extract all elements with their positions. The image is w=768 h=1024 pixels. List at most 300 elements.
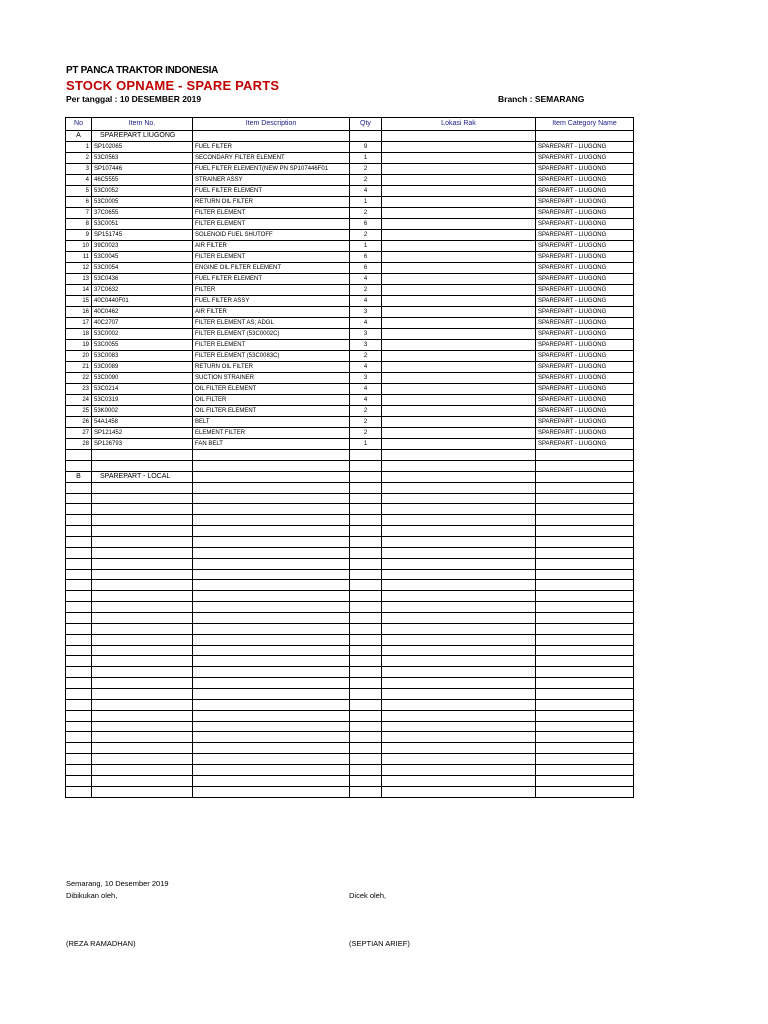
table-row bbox=[66, 263, 634, 274]
empty-cell bbox=[92, 645, 193, 656]
row-category: SPAREPART - LIUGONG bbox=[536, 351, 634, 362]
row-no: 25 bbox=[66, 406, 92, 417]
row-no: 1 bbox=[66, 142, 92, 153]
row-lokasi-rak bbox=[382, 395, 536, 406]
empty-cell bbox=[66, 623, 92, 634]
row-qty: 1 bbox=[350, 197, 382, 208]
empty-cell bbox=[193, 526, 350, 537]
row-category: SPAREPART - LIUGONG bbox=[536, 296, 634, 307]
empty-cell bbox=[350, 678, 382, 689]
row-lokasi-rak bbox=[382, 208, 536, 219]
row-no: 27 bbox=[66, 428, 92, 439]
empty-cell bbox=[536, 450, 634, 461]
empty-cell bbox=[536, 504, 634, 515]
col-header-no: No bbox=[66, 118, 92, 131]
empty-cell bbox=[193, 721, 350, 732]
empty-cell bbox=[382, 765, 536, 776]
empty-cell bbox=[536, 547, 634, 558]
empty-cell bbox=[536, 656, 634, 667]
empty-cell bbox=[193, 613, 350, 624]
row-category: SPAREPART - LIUGONG bbox=[536, 263, 634, 274]
empty-cell bbox=[92, 721, 193, 732]
table-row bbox=[66, 417, 634, 428]
empty-cell bbox=[66, 754, 92, 765]
empty-cell bbox=[193, 678, 350, 689]
row-category: SPAREPART - LIUGONG bbox=[536, 406, 634, 417]
row-lokasi-rak bbox=[382, 142, 536, 153]
row-lokasi-rak bbox=[382, 296, 536, 307]
empty-cell bbox=[536, 634, 634, 645]
empty-cell bbox=[350, 732, 382, 743]
empty-cell bbox=[92, 450, 193, 461]
document-title: STOCK OPNAME - SPARE PARTS bbox=[66, 78, 280, 93]
row-qty: 2 bbox=[350, 230, 382, 241]
empty-cell bbox=[193, 569, 350, 580]
empty-cell bbox=[66, 645, 92, 656]
row-qty: 1 bbox=[350, 439, 382, 450]
row-description: ENGINE OIL FILTER ELEMENT bbox=[193, 263, 350, 274]
row-qty: 4 bbox=[350, 395, 382, 406]
row-lokasi-rak bbox=[382, 274, 536, 285]
col-header-lokasi-rak: Lokasi Rak bbox=[382, 118, 536, 131]
empty-cell bbox=[92, 537, 193, 548]
row-description: FILTER ELEMENT bbox=[193, 219, 350, 230]
empty-cell bbox=[193, 504, 350, 515]
report-date: Per tanggal : 10 DESEMBER 2019 bbox=[66, 94, 202, 104]
row-description: STRAINER ASSY bbox=[193, 175, 350, 186]
row-description: FILTER ELEMENT bbox=[193, 208, 350, 219]
row-lokasi-rak bbox=[382, 285, 536, 296]
row-category: SPAREPART - LIUGONG bbox=[536, 285, 634, 296]
empty-cell bbox=[350, 634, 382, 645]
empty-cell bbox=[350, 482, 382, 493]
row-description: FUEL FILTER bbox=[193, 142, 350, 153]
empty-cell bbox=[66, 460, 92, 471]
empty-cell bbox=[382, 602, 536, 613]
row-qty: 2 bbox=[350, 285, 382, 296]
empty-cell bbox=[382, 493, 536, 504]
row-description: AIR FILTER bbox=[193, 241, 350, 252]
empty-row bbox=[66, 547, 634, 558]
empty-cell bbox=[66, 634, 92, 645]
table-row bbox=[66, 230, 634, 241]
row-item-no: 53C0563 bbox=[92, 153, 193, 164]
row-category: SPAREPART - LIUGONG bbox=[536, 186, 634, 197]
empty-cell bbox=[382, 580, 536, 591]
row-description: AIR FILTER bbox=[193, 307, 350, 318]
empty-cell bbox=[382, 634, 536, 645]
row-no: 23 bbox=[66, 384, 92, 395]
section-name: SPAREPART - LOCAL bbox=[92, 471, 193, 482]
row-category: SPAREPART - LIUGONG bbox=[536, 395, 634, 406]
empty-row bbox=[66, 493, 634, 504]
row-description: FILTER ELEMENT bbox=[193, 340, 350, 351]
row-lokasi-rak bbox=[382, 252, 536, 263]
row-item-no: SP126793 bbox=[92, 439, 193, 450]
empty-cell bbox=[193, 754, 350, 765]
empty-cell bbox=[350, 667, 382, 678]
empty-cell bbox=[350, 623, 382, 634]
empty-cell bbox=[92, 699, 193, 710]
empty-cell bbox=[193, 482, 350, 493]
empty-cell bbox=[382, 526, 536, 537]
empty-cell bbox=[536, 667, 634, 678]
row-qty: 6 bbox=[350, 219, 382, 230]
row-item-no: 46C5555 bbox=[92, 175, 193, 186]
row-lokasi-rak bbox=[382, 340, 536, 351]
empty-row bbox=[66, 623, 634, 634]
row-item-no: 53C0089 bbox=[92, 362, 193, 373]
empty-row bbox=[66, 504, 634, 515]
empty-cell bbox=[536, 623, 634, 634]
row-description: FUEL FILTER ELEMENT bbox=[193, 186, 350, 197]
row-lokasi-rak bbox=[382, 439, 536, 450]
row-qty: 3 bbox=[350, 329, 382, 340]
empty-row bbox=[66, 537, 634, 548]
row-category: SPAREPART - LIUGONG bbox=[536, 318, 634, 329]
row-description: FUEL FILTER ASSY bbox=[193, 296, 350, 307]
row-description: OIL FILTER bbox=[193, 395, 350, 406]
empty-cell bbox=[66, 493, 92, 504]
col-header-qty: Qty bbox=[350, 118, 382, 131]
empty-cell bbox=[193, 558, 350, 569]
empty-cell bbox=[350, 699, 382, 710]
empty-cell bbox=[536, 765, 634, 776]
row-item-no: 53C0214 bbox=[92, 384, 193, 395]
empty-cell bbox=[92, 602, 193, 613]
empty-cell bbox=[382, 645, 536, 656]
empty-cell bbox=[66, 558, 92, 569]
empty-row bbox=[66, 634, 634, 645]
empty-cell bbox=[536, 493, 634, 504]
row-item-no: SP107446 bbox=[92, 164, 193, 175]
row-qty: 9 bbox=[350, 142, 382, 153]
empty-cell bbox=[92, 732, 193, 743]
empty-cell bbox=[382, 689, 536, 700]
row-item-no: 53C0083 bbox=[92, 351, 193, 362]
empty-cell bbox=[92, 547, 193, 558]
empty-row bbox=[66, 602, 634, 613]
row-item-no: 53C0045 bbox=[92, 252, 193, 263]
row-description: FILTER ELEMENT AS; ADGL bbox=[193, 318, 350, 329]
row-lokasi-rak bbox=[382, 263, 536, 274]
row-item-no: 53C0005 bbox=[92, 197, 193, 208]
empty-cell bbox=[193, 656, 350, 667]
row-category: SPAREPART - LIUGONG bbox=[536, 362, 634, 373]
row-lokasi-rak bbox=[382, 406, 536, 417]
row-item-no: 40C0462 bbox=[92, 307, 193, 318]
row-qty: 1 bbox=[350, 153, 382, 164]
row-item-no: 53C0051 bbox=[92, 219, 193, 230]
row-category: SPAREPART - LIUGONG bbox=[536, 384, 634, 395]
empty-row bbox=[66, 613, 634, 624]
row-description: FILTER ELEMENT (53C0002C) bbox=[193, 329, 350, 340]
empty-cell bbox=[193, 786, 350, 797]
empty-cell bbox=[350, 656, 382, 667]
row-no: 17 bbox=[66, 318, 92, 329]
row-lokasi-rak bbox=[382, 318, 536, 329]
row-lokasi-rak bbox=[382, 186, 536, 197]
table-row bbox=[66, 142, 634, 153]
section-code: B bbox=[66, 471, 92, 482]
empty-cell bbox=[193, 515, 350, 526]
table-row bbox=[66, 274, 634, 285]
empty-cell bbox=[382, 754, 536, 765]
empty-cell bbox=[193, 591, 350, 602]
row-lokasi-rak bbox=[382, 428, 536, 439]
row-category: SPAREPART - LIUGONG bbox=[536, 439, 634, 450]
empty-row bbox=[66, 710, 634, 721]
row-category: SPAREPART - LIUGONG bbox=[536, 340, 634, 351]
empty-cell bbox=[350, 569, 382, 580]
empty-cell bbox=[66, 602, 92, 613]
row-category: SPAREPART - LIUGONG bbox=[536, 153, 634, 164]
empty-cell bbox=[536, 786, 634, 797]
empty-cell bbox=[382, 504, 536, 515]
empty-cell bbox=[92, 667, 193, 678]
empty-cell bbox=[92, 775, 193, 786]
section-code: A bbox=[66, 131, 92, 142]
table-row bbox=[66, 318, 634, 329]
empty-cell bbox=[66, 732, 92, 743]
empty-cell bbox=[536, 526, 634, 537]
row-no: 4 bbox=[66, 175, 92, 186]
section-a-row bbox=[66, 131, 634, 142]
empty-cell bbox=[536, 471, 634, 482]
row-description: FAN BELT bbox=[193, 439, 350, 450]
empty-cell bbox=[536, 515, 634, 526]
empty-cell bbox=[193, 623, 350, 634]
empty-cell bbox=[66, 678, 92, 689]
empty-cell bbox=[92, 526, 193, 537]
row-qty: 4 bbox=[350, 274, 382, 285]
empty-cell bbox=[92, 558, 193, 569]
row-no: 9 bbox=[66, 230, 92, 241]
row-item-no: 40C2707 bbox=[92, 318, 193, 329]
empty-cell bbox=[536, 678, 634, 689]
empty-cell bbox=[92, 754, 193, 765]
empty-cell bbox=[92, 493, 193, 504]
empty-cell bbox=[350, 743, 382, 754]
table-row bbox=[66, 428, 634, 439]
row-no: 6 bbox=[66, 197, 92, 208]
empty-cell bbox=[350, 460, 382, 471]
empty-cell bbox=[66, 591, 92, 602]
empty-cell bbox=[382, 786, 536, 797]
row-no: 18 bbox=[66, 329, 92, 340]
empty-row bbox=[66, 580, 634, 591]
empty-cell bbox=[92, 591, 193, 602]
row-lokasi-rak bbox=[382, 175, 536, 186]
empty-cell bbox=[382, 775, 536, 786]
empty-cell bbox=[66, 515, 92, 526]
row-lokasi-rak bbox=[382, 230, 536, 241]
empty-cell bbox=[66, 699, 92, 710]
empty-cell bbox=[193, 667, 350, 678]
row-no: 19 bbox=[66, 340, 92, 351]
table-row bbox=[66, 373, 634, 384]
empty-cell bbox=[193, 471, 350, 482]
row-no: 12 bbox=[66, 263, 92, 274]
empty-row bbox=[66, 678, 634, 689]
empty-cell bbox=[193, 493, 350, 504]
empty-cell bbox=[92, 460, 193, 471]
checked-by-label: Dicek oleh, bbox=[349, 891, 387, 900]
table-row bbox=[66, 329, 634, 340]
col-header-category: Item Category Name bbox=[536, 118, 634, 131]
row-description: FILTER ELEMENT (53C0083C) bbox=[193, 351, 350, 362]
empty-cell bbox=[536, 710, 634, 721]
row-item-no: 53C0054 bbox=[92, 263, 193, 274]
row-category: SPAREPART - LIUGONG bbox=[536, 252, 634, 263]
table-row bbox=[66, 351, 634, 362]
row-qty: 2 bbox=[350, 208, 382, 219]
empty-cell bbox=[92, 569, 193, 580]
table-header-row bbox=[66, 118, 634, 131]
row-no: 7 bbox=[66, 208, 92, 219]
row-qty: 3 bbox=[350, 307, 382, 318]
empty-row bbox=[66, 699, 634, 710]
empty-row bbox=[66, 743, 634, 754]
row-item-no: 37C0655 bbox=[92, 208, 193, 219]
empty-cell bbox=[193, 689, 350, 700]
empty-cell bbox=[350, 613, 382, 624]
row-lokasi-rak bbox=[382, 417, 536, 428]
table-row bbox=[66, 406, 634, 417]
section-name: SPAREPART LIUGONG bbox=[92, 131, 193, 142]
empty-cell bbox=[193, 537, 350, 548]
empty-cell bbox=[382, 471, 536, 482]
row-lokasi-rak bbox=[382, 384, 536, 395]
empty-cell bbox=[66, 775, 92, 786]
row-lokasi-rak bbox=[382, 329, 536, 340]
empty-cell bbox=[193, 602, 350, 613]
row-no: 15 bbox=[66, 296, 92, 307]
row-lokasi-rak bbox=[382, 373, 536, 384]
empty-row bbox=[66, 786, 634, 797]
table-row bbox=[66, 153, 634, 164]
row-no: 10 bbox=[66, 241, 92, 252]
row-item-no: 53C0052 bbox=[92, 186, 193, 197]
empty-row bbox=[66, 526, 634, 537]
empty-cell bbox=[382, 623, 536, 634]
row-qty: 4 bbox=[350, 362, 382, 373]
row-category: SPAREPART - LIUGONG bbox=[536, 428, 634, 439]
empty-cell bbox=[536, 613, 634, 624]
empty-cell bbox=[66, 689, 92, 700]
empty-cell bbox=[382, 450, 536, 461]
row-qty: 2 bbox=[350, 428, 382, 439]
row-category: SPAREPART - LIUGONG bbox=[536, 219, 634, 230]
empty-cell bbox=[536, 775, 634, 786]
row-qty: 2 bbox=[350, 417, 382, 428]
empty-cell bbox=[92, 504, 193, 515]
empty-cell bbox=[382, 721, 536, 732]
empty-row bbox=[66, 515, 634, 526]
empty-cell bbox=[66, 656, 92, 667]
table-row bbox=[66, 175, 634, 186]
empty-cell bbox=[92, 710, 193, 721]
empty-cell bbox=[193, 450, 350, 461]
empty-row bbox=[66, 754, 634, 765]
empty-cell bbox=[92, 623, 193, 634]
row-no: 20 bbox=[66, 351, 92, 362]
empty-cell bbox=[536, 569, 634, 580]
empty-cell bbox=[92, 678, 193, 689]
empty-cell bbox=[382, 678, 536, 689]
empty-row bbox=[66, 765, 634, 776]
empty-cell bbox=[66, 547, 92, 558]
empty-cell bbox=[92, 786, 193, 797]
row-category: SPAREPART - LIUGONG bbox=[536, 307, 634, 318]
col-header-item-no: Item No. bbox=[92, 118, 193, 131]
empty-cell bbox=[382, 667, 536, 678]
row-qty: 4 bbox=[350, 384, 382, 395]
empty-cell bbox=[350, 471, 382, 482]
row-no: 14 bbox=[66, 285, 92, 296]
empty-cell bbox=[536, 460, 634, 471]
row-lokasi-rak bbox=[382, 351, 536, 362]
row-description: FUEL FILTER ELEMENT(NEW PN SP107446F01 bbox=[193, 164, 350, 175]
row-description: SUCTION STRAINER bbox=[193, 373, 350, 384]
place-date: Semarang, 10 Desember 2019 bbox=[66, 879, 169, 888]
row-item-no: 53C0055 bbox=[92, 340, 193, 351]
row-description: BELT bbox=[193, 417, 350, 428]
row-category: SPAREPART - LIUGONG bbox=[536, 208, 634, 219]
row-no: 3 bbox=[66, 164, 92, 175]
empty-cell bbox=[66, 482, 92, 493]
row-no: 26 bbox=[66, 417, 92, 428]
empty-cell bbox=[536, 645, 634, 656]
empty-row bbox=[66, 645, 634, 656]
empty-cell bbox=[382, 558, 536, 569]
empty-row bbox=[66, 569, 634, 580]
empty-cell bbox=[382, 537, 536, 548]
row-no: 22 bbox=[66, 373, 92, 384]
empty-row bbox=[66, 460, 634, 471]
row-category: SPAREPART - LIUGONG bbox=[536, 164, 634, 175]
empty-row bbox=[66, 591, 634, 602]
row-item-no: 53C0002 bbox=[92, 329, 193, 340]
empty-cell bbox=[193, 710, 350, 721]
row-qty: 6 bbox=[350, 252, 382, 263]
empty-cell bbox=[193, 634, 350, 645]
row-lokasi-rak bbox=[382, 197, 536, 208]
row-no: 16 bbox=[66, 307, 92, 318]
empty-cell bbox=[350, 515, 382, 526]
empty-cell bbox=[536, 732, 634, 743]
row-description: ELEMENT FILTER bbox=[193, 428, 350, 439]
row-item-no: 53C0319 bbox=[92, 395, 193, 406]
empty-cell bbox=[66, 721, 92, 732]
row-no: 2 bbox=[66, 153, 92, 164]
row-qty: 3 bbox=[350, 373, 382, 384]
made-by-label: Dibikukan oleh, bbox=[66, 891, 118, 900]
table-row bbox=[66, 197, 634, 208]
table-row bbox=[66, 208, 634, 219]
row-category: SPAREPART - LIUGONG bbox=[536, 197, 634, 208]
empty-cell bbox=[66, 450, 92, 461]
col-header-description: Item Description bbox=[193, 118, 350, 131]
table-row bbox=[66, 296, 634, 307]
empty-cell bbox=[193, 765, 350, 776]
section-b-row bbox=[66, 471, 634, 482]
empty-cell bbox=[193, 580, 350, 591]
empty-cell bbox=[350, 645, 382, 656]
empty-cell bbox=[350, 754, 382, 765]
table-row bbox=[66, 241, 634, 252]
row-lokasi-rak bbox=[382, 241, 536, 252]
